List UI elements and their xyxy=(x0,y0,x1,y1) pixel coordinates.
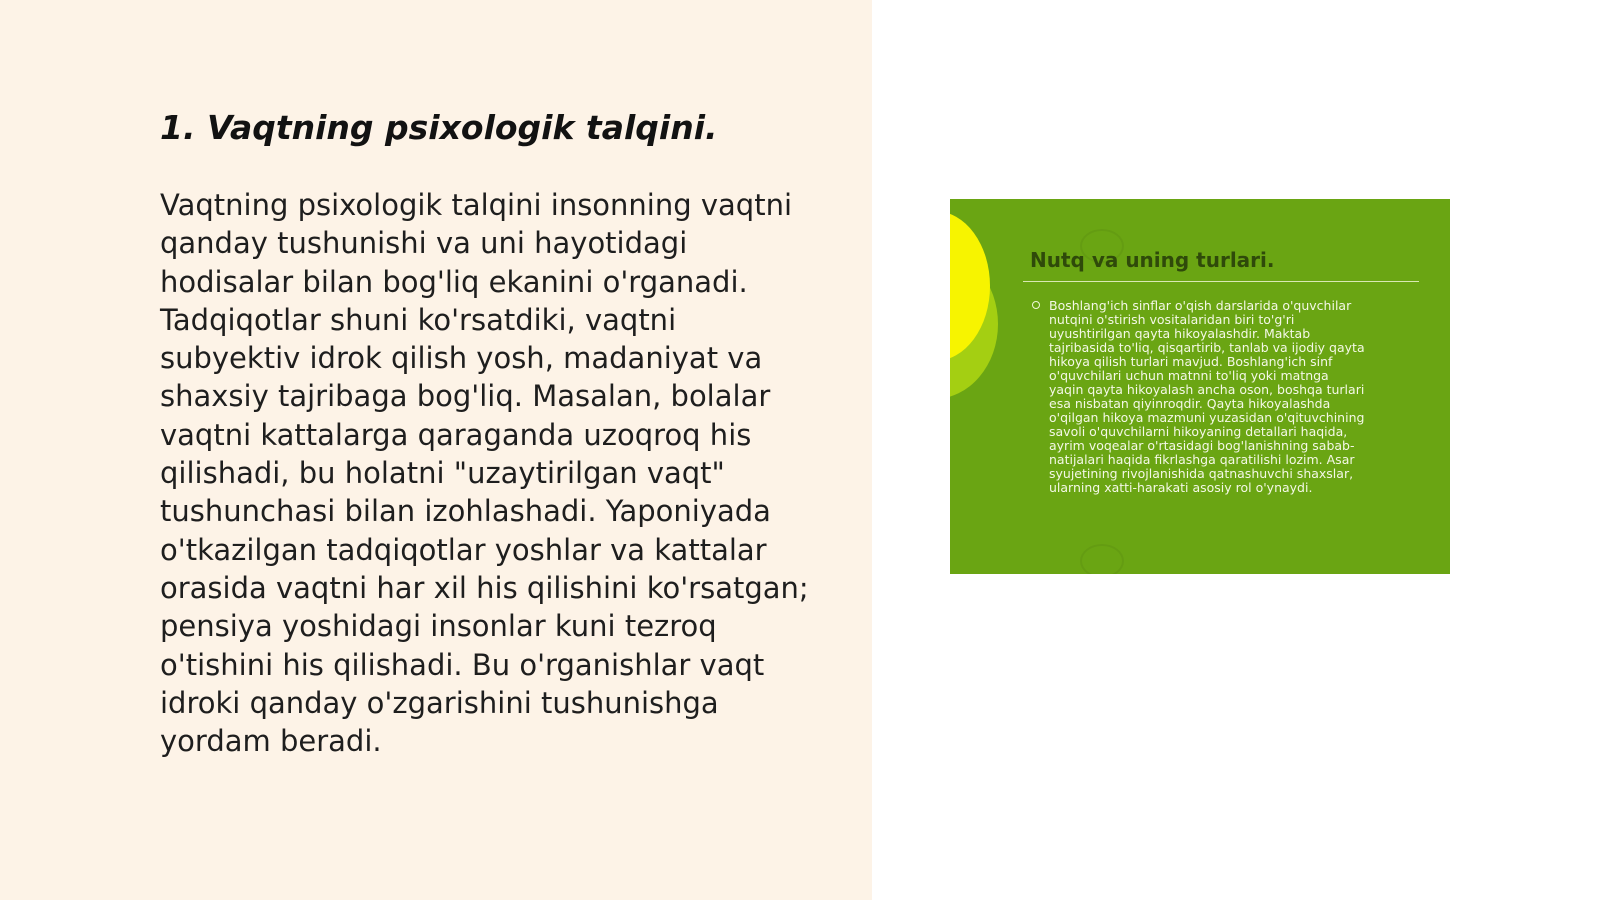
body-line: vaqtni kattalarga qaraganda uzoqroq his xyxy=(160,417,752,452)
body-line: o'tkazilgan tadqiqotlar yoshlar va kattalar xyxy=(160,532,767,567)
body-line: orasida vaqtni har xil his qilishini ko'rsatgan; xyxy=(160,570,809,605)
embedded-text-line: savoli o'quvchilarni hikoyaning detallari haqida, xyxy=(1049,424,1348,439)
embedded-text-line: yaqin qayta hikoyalash ancha oson, boshqa turlari xyxy=(1049,382,1365,397)
body-line: subyektiv idrok qilish yosh, madaniyat va xyxy=(160,341,763,376)
embedded-text-line: syujetining rivojlanishida qatnashuvchi shaxslar, xyxy=(1049,466,1354,481)
embedded-text-line: Boshlang'ich sinflar o'qish darslarida o'quvchilar xyxy=(1049,298,1352,313)
body-line: idroki qanday o'zgarishini tushunishga xyxy=(160,685,719,720)
embedded-slide-image xyxy=(950,199,1450,574)
title-divider xyxy=(1023,281,1419,282)
body-line: Tadqiqotlar shuni ko'rsatdiki, vaqtni xyxy=(160,302,677,337)
body-line: Vaqtning psixologik talqini insonning vaqtni xyxy=(160,188,793,222)
body-line: qilishadi, bu holatni "uzaytirilgan vaqt" xyxy=(160,456,725,491)
embedded-text-line: tajribasida to'liq, qisqartirib, tanlab va ijodiy qayta xyxy=(1049,340,1365,355)
embedded-text-line: uyushtirilgan qayta hikoyalashdir. Maktab xyxy=(1049,326,1311,341)
body-line: yordam beradi. xyxy=(160,724,382,759)
embedded-slide-title: Nutq va uning turlari. xyxy=(1030,248,1275,272)
body-line: o'tishini his qilishadi. Bu o'rganishlar vaqt xyxy=(160,647,765,682)
slide-body-text xyxy=(160,186,840,760)
body-line: qanday tushunishi va uni hayotidagi xyxy=(160,226,688,261)
slide-heading: 1. Vaqtning psixologik talqini. xyxy=(160,108,718,147)
embedded-text-line: nutqini o'stirish vositalaridan biri to'g'ri xyxy=(1049,312,1295,327)
body-line: hodisalar bilan bog'liq ekanini o'rganadi. xyxy=(160,264,748,299)
watermark-ring xyxy=(1080,544,1124,574)
body-line: shaxsiy tajribaga bog'liq. Masalan, bolalar xyxy=(160,379,771,414)
body-line: pensiya yoshidagi insonlar kuni tezroq xyxy=(160,609,717,644)
embedded-text-line: hikoya qilish turlari mavjud. Boshlang'ich sinf xyxy=(1049,354,1333,369)
embedded-slide-text xyxy=(1049,299,1429,495)
embedded-text-line: esa nisbatan qiyinroqdir. Qayta hikoyalashda xyxy=(1049,396,1331,411)
embedded-text-line: natijalari haqida fikrlashga qaratilishi lozim. Asar xyxy=(1049,452,1355,467)
body-line: tushunchasi bilan izohlashadi. Yaponiyada xyxy=(160,494,771,529)
bullet-icon xyxy=(1032,301,1040,309)
embedded-text-line: o'quvchilari uchun matnni to'liq yoki matnga xyxy=(1049,368,1329,383)
embedded-text-line: ayrim voqealar o'rtasidagi bog'lanishning sabab- xyxy=(1049,438,1355,453)
embedded-text-line: o'qilgan hikoya mazmuni yuzasidan o'qituvchining xyxy=(1049,410,1365,425)
embedded-text-line: ularning xatti-harakati asosiy rol o'ynaydi. xyxy=(1049,480,1313,495)
